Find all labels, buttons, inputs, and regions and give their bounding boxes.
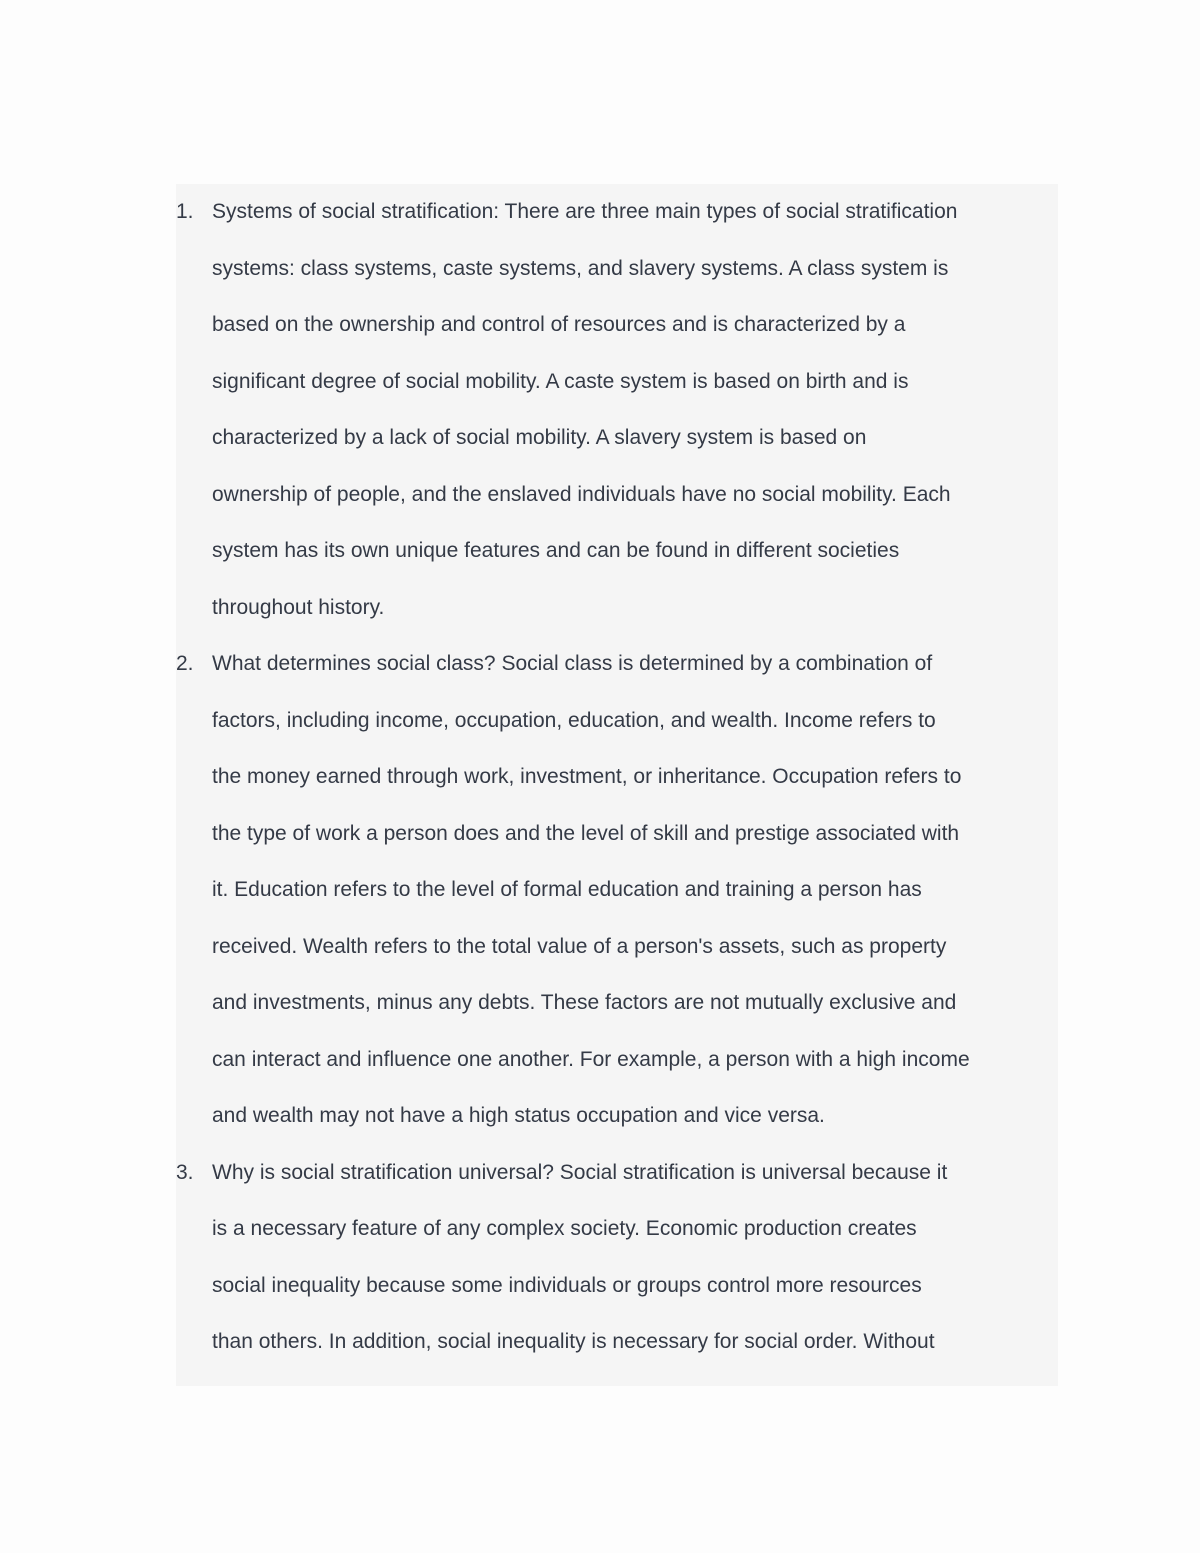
paragraph-line: is a necessary feature of any complex society. Economic production creates (212, 1217, 917, 1240)
list-item (176, 636, 1058, 1145)
paragraph-line: system has its own unique features and can be found in different societies (212, 539, 900, 562)
paragraph-line: factors, including income, occupation, education, and wealth. Income refers to (212, 708, 936, 732)
paragraph-line: the type of work a person does and the level of skill and prestige associated with (212, 821, 960, 845)
paragraph-line: significant degree of social mobility. A caste system is based on birth and is (212, 369, 909, 393)
list-item (176, 1145, 1058, 1371)
paragraph-line: systems: class systems, caste systems, and slavery systems. A class system is (212, 256, 949, 280)
paragraph-line: social inequality because some individuals or groups control more resources (212, 1273, 922, 1297)
paragraph-line: the money earned through work, investment, or inheritance. Occupation refers to (212, 765, 962, 788)
paragraph-line: What determines social class? Social class is determined by a combination of (212, 652, 933, 675)
list-item-number: 2. (176, 652, 194, 675)
paragraph-line: characterized by a lack of social mobility. A slavery system is based on (212, 426, 867, 449)
paragraph-line: Why is social stratification universal? Social stratification is universal because it (212, 1160, 948, 1184)
list-item-number: 3. (176, 1160, 194, 1184)
list-item-number: 1. (176, 200, 194, 223)
paragraph-line: ownership of people, and the enslaved individuals have no social mobility. Each (212, 482, 951, 506)
text-content-block (176, 184, 1058, 1386)
paragraph-line: throughout history. (212, 595, 385, 619)
paragraph-line: can interact and influence one another. For example, a person with a high income (212, 1047, 970, 1071)
paragraph-line: received. Wealth refers to the total value of a person's assets, such as property (212, 934, 947, 958)
paragraph-line: Systems of social stratification: There are three main types of social stratification (212, 200, 958, 223)
list-item (176, 184, 1058, 636)
numbered-list (176, 184, 1058, 1371)
paragraph-line: it. Education refers to the level of formal education and training a person has (212, 878, 922, 901)
paragraph-line: and wealth may not have a high status occupation and vice versa. (212, 1104, 825, 1127)
paragraph-line: and investments, minus any debts. These factors are not mutually exclusive and (212, 991, 957, 1014)
paragraph-line: based on the ownership and control of resources and is characterized by a (212, 313, 906, 336)
paragraph-line: than others. In addition, social inequality is necessary for social order. Without (212, 1330, 935, 1353)
